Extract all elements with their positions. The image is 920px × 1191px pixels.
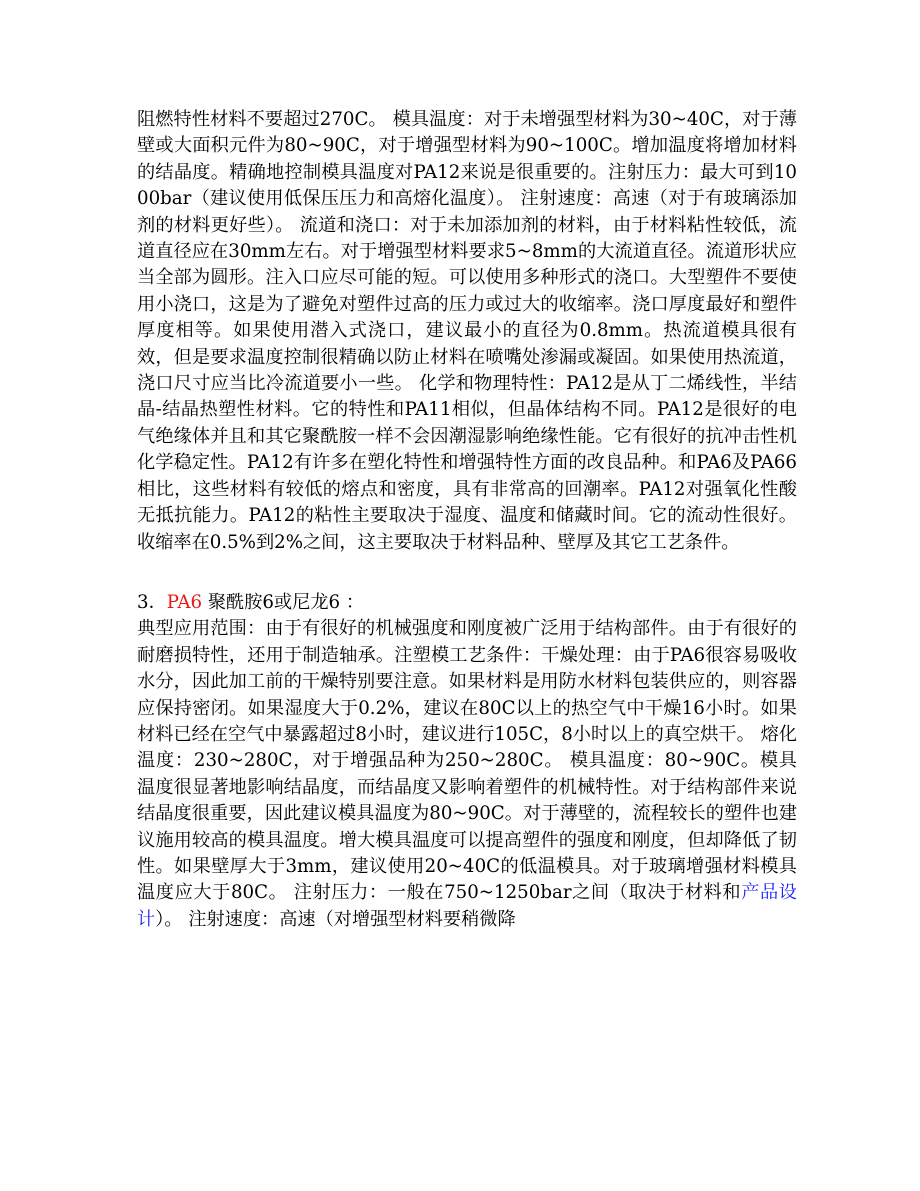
pa6-text-before-link: 典型应用范围：由于有很好的机械强度和刚度被广泛用于结构部件。由于有很好的耐磨损特性，还用于制造轴承。注塑模工艺条件：干燥处理：由于PA6很容易吸收水分，因此加工前的干燥特别要注意。如果材料是用防水材料包装供应的，则容器应保持密闭。如果湿度大于0.2%，建议在80C以上的热空气中干燥16小时。如果材料已经在空气中暴露超过8小时，建议进行105C，8小时以上的真空烘干。 熔化温度：230~280C，对于增强品种为250~280C。 模具温度：80~90C。模具温度很显著地影响结晶度，而结晶度又影响着塑件的机械特性。对于结构部件来说结晶度很重要，因此建议模具温度为80~90C。对于薄壁的，流程较长的塑件也建议施用较高的模具温度。增大模具温度可以提高塑件的强度和刚度，但却降低了韧性。如果壁厚大于3mm，建议使用20~40C的低温模具。对于玻璃增强材料模具温度应大于80C。 注射压力：一般在750~1250bar之间（取决于材料和 xyxy=(137,618,797,904)
product-design-link[interactable]: 产品设计 xyxy=(137,882,797,930)
pa12-processing-paragraph: 阻燃特性材料不要超过270C。 模具温度：对于未增强型材料为30~40C，对于薄壁或大面积元件为80~90C，对于增强型材料为90~100C。增加温度将增加材料的结晶度。精确地控制模具温度对PA12来说是很重要的。注射压力：最大可到1000bar（建议使用低保压压力和高熔化温度）。 注射速度：高速（对于有玻璃添加剂的材料更好些）。 流道和浇口：对于未加添加剂的材料，由于材料粘性较低，流道直径应在30mm左右。对于增强型材料要求5~8mm的大流道直径。流道形状应当全部为圆形。注入口应尽可能的短。可以使用多种形式的浇口。大型塑件不要使用小浇口，这是为了避免对塑件过高的压力或过大的收缩率。浇口厚度最好和塑件厚度相等。如果使用潜入式浇口，建议最小的直径为0.8mm。热流道模具很有效，但是要求温度控制很精确以防止材料在喷嘴处渗漏或凝固。如果使用热流道，浇口尺寸应当比冷流道要小一些。 化学和物理特性：PA12是从丁二烯线性，半结晶-结晶热塑性材料。它的特性和PA11相似，但晶体结构不同。PA12是很好的电气绝缘体并且和其它聚酰胺一样不会因潮湿影响绝缘性能。它有很好的抗冲击性机化学稳定性。PA12有许多在塑化特性和增强特性方面的改良品种。和PA6及PA66相比，这些材料有较低的熔点和密度，具有非常高的回潮率。PA12对强氧化性酸无抵抗能力。PA12的粘性主要取决于湿度、温度和储藏时间。它的流动性很好。收缩率在0.5%到2%之间，这主要取决于材料品种、壁厚及其它工艺条件。 xyxy=(137,109,797,553)
pa6-code-label: PA6 xyxy=(166,591,203,613)
section-spacer xyxy=(137,556,797,590)
section-title-text: 聚酰胺6或尼龙6 ： xyxy=(202,591,365,613)
pa6-description-paragraph xyxy=(137,616,797,933)
pa6-section-heading xyxy=(137,590,797,616)
pa6-text-after-link: ）。 注射速度：高速（对增强型材料要稍微降 xyxy=(155,908,516,930)
section-number: 3． xyxy=(137,591,167,613)
document-page xyxy=(137,107,797,933)
